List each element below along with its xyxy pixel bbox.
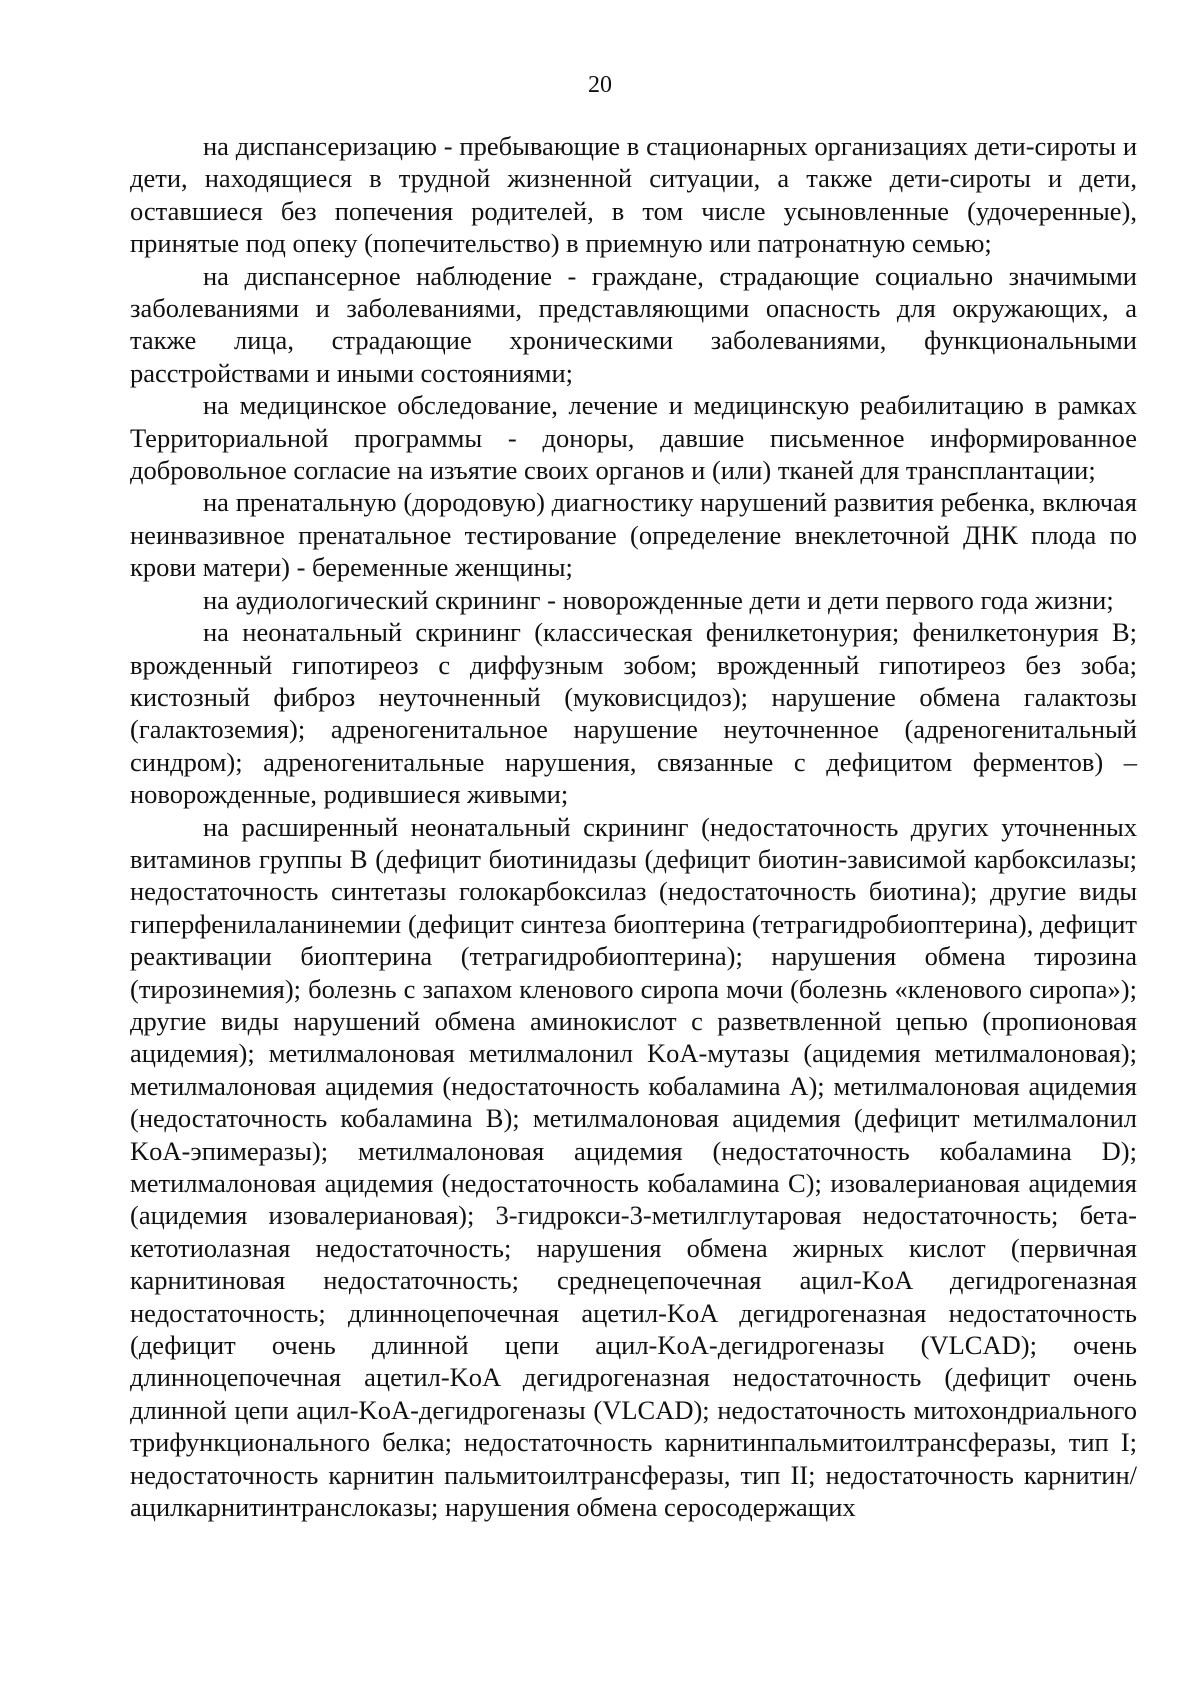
document-body — [130, 130, 1137, 1523]
paragraph-rasshirennyy-skrining: на расширенный неонатальный скрининг (недостаточность других уточненных витаминов группы B (дефицит биотинидазы (дефицит биотин-зависимой карбоксилазы; недостаточность синтетазы голокарбоксилаз (недостаточность биотина); другие виды гиперфенилаланинемии (дефицит синтеза биоптерина (тетрагидробиоптерина), дефицит реактивации биоптерина (тетрагидробиоптерина); нарушения обмена тирозина (тирозинемия); болезнь с запахом кленового сиропа мочи (болезнь «кленового сиропа»); другие виды нарушений обмена аминокислот с разветвленной цепью (пропионовая ацидемия); метилмалоновая метилмалонил KoA-мутазы (ацидемия метилмалоновая); метилмалоновая ацидемия (недостаточность кобаламина A); метилмалоновая ацидемия (недостаточность кобаламина B); метилмалоновая ацидемия (дефицит метилмалонил KoA-эпимеразы); метилмалоновая ацидемия (недостаточность кобаламина D); метилмалоновая ацидемия (недостаточность кобаламина C); изовалериановая ацидемия (ацидемия изовалериановая); 3-гидрокси-3-метилглутаровая недостаточность; бета-кетотиолазная недостаточность; нарушения обмена жирных кислот (первичная карнитиновая недостаточность; среднецепочечная ацил-KoA дегидрогеназная недостаточность; длинноцепочечная ацетил-KoA дегидрогеназная недостаточность (дефицит очень длинной цепи ацил-KoA-дегидрогеназы (VLCAD); очень длинноцепочечная ацетил-KoA дегидрогеназная недостаточность (дефицит очень длинной цепи ацил-KoA-дегидрогеназы (VLCAD); недостаточность митохондриального трифункционального белка; недостаточность карнитинпальмитоилтрансферазы, тип I; недостаточность карнитин пальмитоилтрансферазы, тип II; недостаточность карнитин/ацилкарнитинтранслоказы; нарушения обмена серосодержащих — [130, 811, 1137, 1523]
page-number: 20 — [588, 72, 612, 98]
paragraph-dispanserizatsiya: на диспансеризацию - пребывающие в стационарных организациях дети-сироты и дети, находящиеся в трудной жизненной ситуации, а также дети-сироты и дети, оставшиеся без попечения родителей, в том числе усыновленные (удочеренные), принятые под опеку (попечительство) в приемную или патронатную семью; — [130, 131, 1137, 259]
paragraph-medicinskoe-obsledovanie: на медицинское обследование, лечение и медицинскую реабилитацию в рамках Территориальной программы - доноры, давшие письменное информированное добровольное согласие на изъятие своих органов и (или) тканей для трансплантации; — [130, 390, 1137, 486]
paragraph-neonatalnyy-skrining: на неонатальный скрининг (классическая фенилкетонурия; фенилкетонурия B; врожденный гипотиреоз с диффузным зобом; врожденный гипотиреоз без зоба; кистозный фиброз неуточненный (муковисцидоз); нарушение обмена галактозы (галактоземия); адреногенитальное нарушение неуточненное (адреногенитальный синдром); адреногенитальные нарушения, связанные с дефицитом ферментов) – новорожденные, родившиеся живыми; — [130, 617, 1137, 810]
paragraph-prenatalnaya-diagnostika: на пренатальную (дородовую) диагностику нарушений развития ребенка, включая неинвазивное пренатальное тестирование (определение внеклеточной ДНК плода по крови матери) - беременные женщины; — [130, 487, 1137, 583]
paragraph-dispansernoe-nablyudenie: на диспансерное наблюдение - граждане, страдающие социально значимыми заболеваниями и заболеваниями, представляющими опасность для окружающих, а также лица, страдающие хроническими заболеваниями, функциональными расстройствами и иными состояниями; — [130, 260, 1137, 388]
paragraph-audiologicheskiy-skrining: на аудиологический скрининг - новорожденные дети и дети первого года жизни; — [203, 584, 1114, 615]
